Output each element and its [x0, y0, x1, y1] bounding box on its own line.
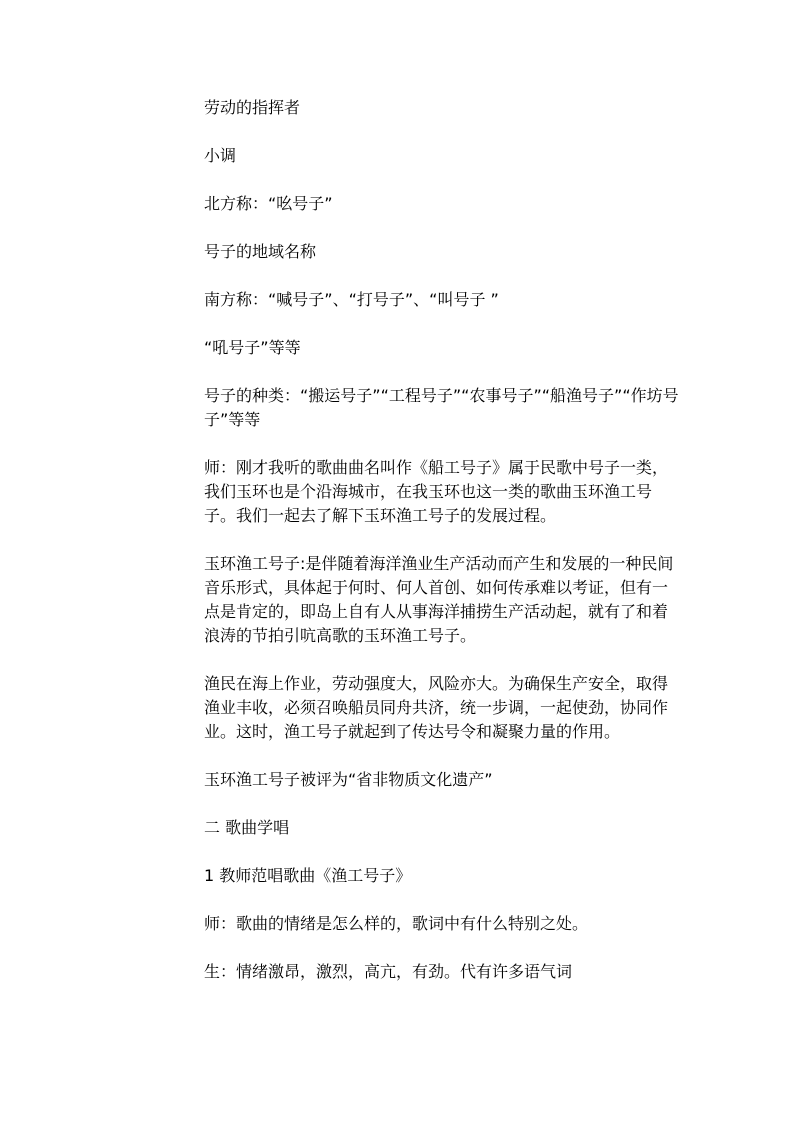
paragraph-fishermen-work: 渔民在海上作业，劳动强度大，风险亦大。为确保生产安全，取得渔业丰收，必须召唤船员同舟共济，统一步调，一起使劲，协同作业。这时，渔工号子就起到了传达号令和凝聚力量的作用。: [204, 674, 669, 741]
paragraph-yuhuan-haozi: 玉环渔工号子:是伴随着海洋渔业生产活动而产生和发展的一种民间音乐形式，具体起于何时、何人首创、如何传承难以考证，但有一点是肯定的，即岛上自有人从事海洋捕捞生产活动起，就有了和着浪涛的节拍引吭高歌的玉环渔工号子。: [204, 554, 674, 645]
paragraph-teacher-demo: 1 教师范唱歌曲《渔工号子》: [204, 866, 412, 885]
paragraph-regional-names: 号子的地域名称: [204, 242, 317, 261]
paragraph-heritage: 玉环渔工号子被评为“省非物质文化遗产”: [204, 770, 493, 789]
paragraph-student-answer: 生：情绪激昂，激烈，高亢，有劲。代有许多语气词: [204, 962, 573, 981]
paragraph-teacher-intro: 师：刚才我听的歌曲曲名叫作《船工号子》属于民歌中号子一类，我们玉环也是个沿海城市，在我玉环也这一类的歌曲玉环渔工号子。我们一起去了解下玉环渔工号子的发展过程。: [204, 458, 669, 525]
paragraph-hou-haozi: “吼号子”等等: [204, 338, 301, 357]
paragraph-labor-commander: 劳动的指挥者: [204, 98, 301, 117]
document-body: [204, 96, 682, 1008]
section-heading-song-learning: 二 歌曲学唱: [204, 818, 290, 837]
paragraph-haozi-types: 号子的种类：“搬运号子”“工程号子”“农事号子”“船渔号子”“作坊号子”等等: [204, 386, 679, 429]
paragraph-north-name: 北方称：“吆号子”: [204, 194, 333, 213]
paragraph-teacher-question: 师：歌曲的情绪是怎么样的，歌词中有什么特别之处。: [204, 914, 589, 933]
paragraph-xiaodiao: 小调: [204, 146, 237, 165]
paragraph-south-name: 南方称：“喊号子”、“打号子”、“叫号子 ”: [204, 290, 499, 309]
